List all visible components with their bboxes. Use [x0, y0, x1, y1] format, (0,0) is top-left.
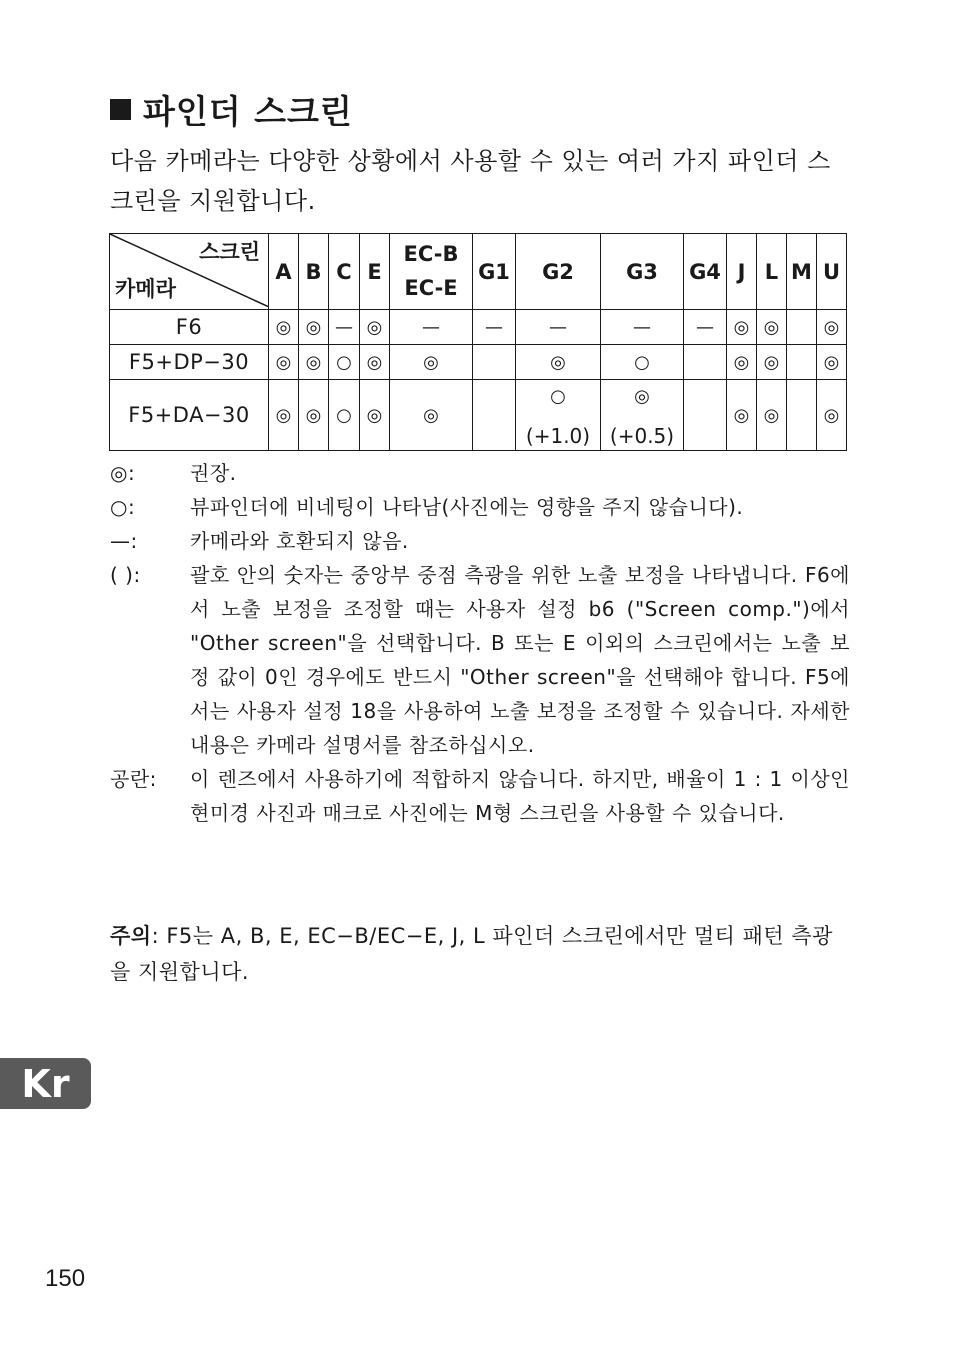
note-text: : F5는 A, B, E, EC−B/EC−E, J, L 파인더 스크린에서만 멀티 패턴 측광을 지원합니다. [110, 924, 833, 984]
compatibility-cell: ◎ [516, 345, 601, 380]
compatibility-symbol: ◎ [634, 386, 650, 407]
compatibility-cell: — [473, 310, 516, 345]
exposure-compensation-value: (+1.0) [525, 424, 591, 448]
compatibility-cell [787, 310, 817, 345]
compatibility-cell [473, 380, 516, 451]
legend-text: 카메라와 호환되지 않음. [190, 529, 409, 553]
compatibility-cell [684, 345, 727, 380]
note-paragraph [110, 918, 850, 990]
compatibility-cell: ◎ [299, 380, 329, 451]
legend-key: ( ): [110, 563, 141, 587]
screen-compatibility-table [109, 233, 847, 451]
legend-item [110, 558, 850, 762]
section-title: 파인더 스크린 [143, 92, 353, 131]
column-header: B [299, 234, 329, 310]
compatibility-cell: — [601, 310, 684, 345]
compatibility-cell: ◎ [299, 310, 329, 345]
header-row [110, 234, 847, 310]
compatibility-cell: ◎ [727, 345, 757, 380]
compatibility-cell: ◎ [269, 310, 299, 345]
column-header: G1 [473, 234, 516, 310]
column-header: G3 [601, 234, 684, 310]
intro-paragraph: 다음 카메라는 다양한 상황에서 사용할 수 있는 여러 가지 파인더 스크린을 지원합니다. [110, 147, 831, 215]
compatibility-cell [601, 380, 684, 451]
table-row [110, 345, 847, 380]
compatibility-cell [473, 345, 516, 380]
column-header: U [817, 234, 847, 310]
compatibility-cell: ◎ [390, 345, 473, 380]
column-header: EC-B EC-E [390, 234, 473, 310]
compatibility-cell: ○ [601, 345, 684, 380]
compatibility-cell: ◎ [757, 380, 787, 451]
camera-cell: F5+DP−30 [110, 345, 269, 380]
compatibility-cell: ◎ [817, 310, 847, 345]
column-header: J [727, 234, 757, 310]
compatibility-cell: — [329, 310, 360, 345]
legend-text: 괄호 안의 숫자는 중앙부 중점 측광을 위한 노출 보정을 나타냅니다. F6에서 노출 보정을 조정할 때는 사용자 설정 b6 ("Screen comp.")에서 "Other screen"을 선택합니다. B 또는 E 이외의 스크린에서는 노출 보정 값이 0인 경우에도 반드시 "Other screen"을 선택해야 합니다. F5에서는 사용자 설정 18을 사용하여 노출 보정을 조정할 수 있습니다. 자세한 내용은 카메라 설명서를 참조하십시오. [190, 563, 850, 757]
camera-cell: F6 [110, 310, 269, 345]
legend-key: 공란: [110, 767, 157, 791]
compatibility-cell: ◎ [727, 310, 757, 345]
compatibility-cell [787, 380, 817, 451]
legend-list [110, 456, 850, 830]
legend-item [110, 490, 850, 524]
compatibility-cell: — [684, 310, 727, 345]
compatibility-cell: ◎ [360, 345, 390, 380]
compatibility-cell: ◎ [269, 380, 299, 451]
column-header: L [757, 234, 787, 310]
exposure-compensation-value: (+0.5) [609, 424, 675, 448]
legend-item [110, 524, 850, 558]
compatibility-cell: ◎ [269, 345, 299, 380]
legend-item [110, 762, 850, 830]
legend-key: —: [110, 529, 138, 553]
table-row [110, 310, 847, 345]
stacked-value [516, 380, 600, 450]
legend-key: ○: [110, 495, 136, 519]
compatibility-cell: ◎ [360, 310, 390, 345]
page-number: 150 [45, 1265, 86, 1292]
legend-text: 뷰파인더에 비네팅이 나타남(사진에는 영향을 주지 않습니다). [190, 495, 744, 519]
compatibility-cell [516, 380, 601, 451]
note-label: 주의 [110, 924, 152, 948]
compatibility-cell: ◎ [360, 380, 390, 451]
legend-key: ◎: [110, 461, 136, 485]
language-tab: Kr [0, 1058, 91, 1109]
compatibility-cell: ◎ [817, 380, 847, 451]
compatibility-cell: ◎ [757, 310, 787, 345]
compatibility-cell: ◎ [817, 345, 847, 380]
corner-label-camera: 카메라 [115, 277, 176, 301]
square-bullet-icon [110, 99, 131, 120]
compatibility-cell: ○ [329, 380, 360, 451]
compatibility-cell: ◎ [390, 380, 473, 451]
column-header: C [329, 234, 360, 310]
compatibility-cell [684, 380, 727, 451]
compatibility-cell: ○ [329, 345, 360, 380]
table-row [110, 380, 847, 451]
compatibility-cell: — [390, 310, 473, 345]
compatibility-symbol: ○ [550, 386, 566, 407]
legend-item [110, 456, 850, 490]
camera-cell: F5+DA−30 [110, 380, 269, 451]
compatibility-cell: ◎ [727, 380, 757, 451]
compatibility-cell: ◎ [299, 345, 329, 380]
compatibility-cell: — [516, 310, 601, 345]
column-header: M [787, 234, 817, 310]
column-header: E [360, 234, 390, 310]
column-header: A [269, 234, 299, 310]
legend-text: 권장. [190, 461, 237, 485]
section-heading [110, 86, 353, 133]
compatibility-cell [787, 345, 817, 380]
column-header: G4 [684, 234, 727, 310]
stacked-value [601, 380, 683, 450]
legend-text: 이 렌즈에서 사용하기에 적합하지 않습니다. 하지만, 배율이 1 : 1 이상인 현미경 사진과 매크로 사진에는 M형 스크린을 사용할 수 있습니다. [190, 767, 850, 825]
corner-header-cell [110, 234, 269, 310]
column-header: G2 [516, 234, 601, 310]
corner-label-screen: 스크린 [199, 240, 260, 264]
compatibility-cell: ◎ [757, 345, 787, 380]
